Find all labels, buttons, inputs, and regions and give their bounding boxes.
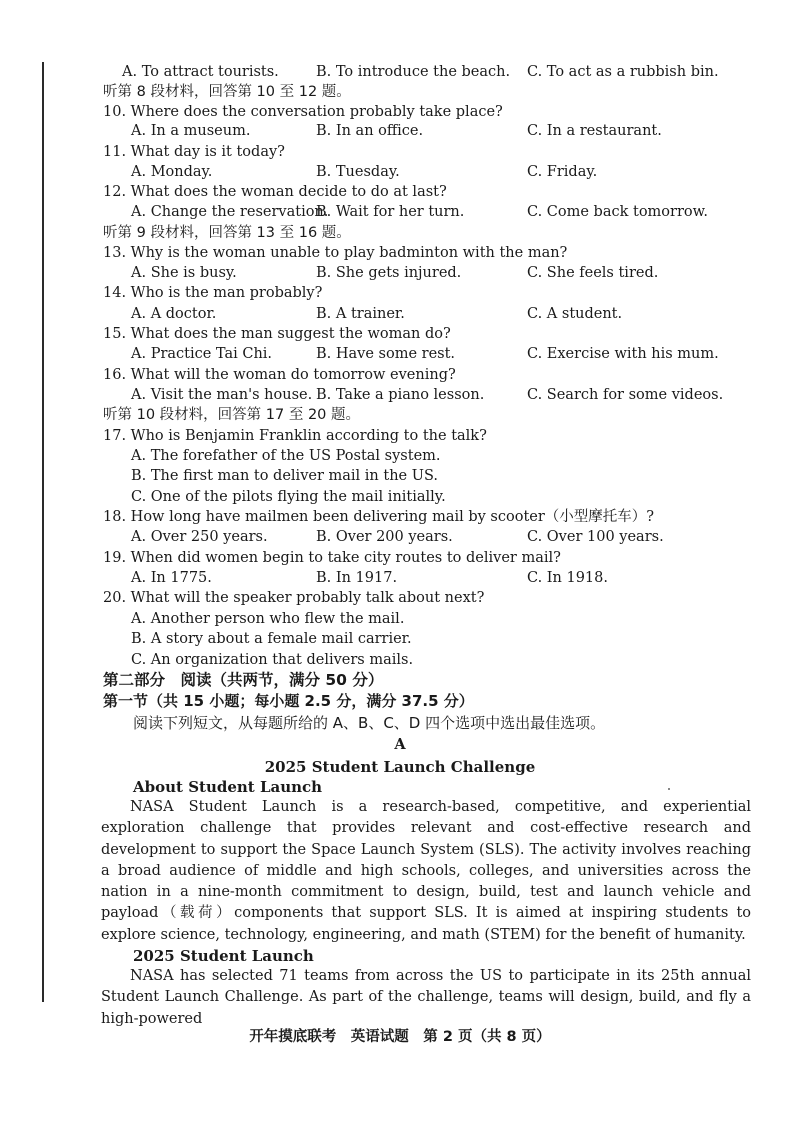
section-8-instruction: 听第 8 段材料，回答第 10 至 12 题。 bbox=[103, 84, 351, 100]
q19-stem: 19. When did women begin to take city routes to deliver mail? bbox=[103, 550, 561, 566]
q12-option-b: B. Wait for her turn. bbox=[316, 204, 465, 220]
q18-stem: 18. How long have mailmen been delivering mail by scooter（小型摩托车）? bbox=[103, 509, 655, 525]
q10-stem: 10. Where does the conversation probably take place? bbox=[103, 104, 503, 120]
q12-stem: 12. What does the woman decide to do at last? bbox=[103, 184, 447, 200]
q13-option-b: B. She gets injured. bbox=[316, 265, 462, 281]
q16-option-a: A. Visit the man's house. bbox=[131, 387, 313, 403]
q16-option-b: B. Take a piano lesson. bbox=[316, 387, 485, 403]
q14-option-a: A. A doctor. bbox=[131, 306, 217, 322]
q9-option-c: C. To act as a rubbish bin. bbox=[527, 64, 719, 80]
section-9-instruction: 听第 9 段材料，回答第 13 至 16 题。 bbox=[103, 225, 351, 241]
passage-title: 2025 Student Launch Challenge bbox=[264, 758, 536, 776]
q12-option-c: C. Come back tomorrow. bbox=[527, 204, 708, 220]
q19-option-a: A. In 1775. bbox=[131, 570, 212, 586]
q15-option-c: C. Exercise with his mum. bbox=[527, 346, 719, 362]
q11-stem: 11. What day is it today? bbox=[103, 144, 285, 160]
q9-option-b: B. To introduce the beach. bbox=[316, 64, 511, 80]
section-10-instruction: 听第 10 段材料，回答第 17 至 20 题。 bbox=[103, 407, 361, 423]
q19-option-b: B. In 1917. bbox=[316, 570, 398, 586]
q14-option-b: B. A trainer. bbox=[316, 306, 405, 322]
q11-option-b: B. Tuesday. bbox=[316, 164, 400, 180]
q10-option-a: A. In a museum. bbox=[131, 123, 251, 139]
q11-option-a: A. Monday. bbox=[131, 164, 213, 180]
q17-option-a: A. The forefather of the US Postal system. bbox=[131, 448, 441, 464]
q20-option-c: C. An organization that delivers mails. bbox=[131, 652, 414, 668]
reading-instructions: 阅读下列短文，从每题所给的 A、B、C、D 四个选项中选出最佳选项。 bbox=[133, 714, 606, 732]
q13-option-a: A. She is busy. bbox=[131, 265, 237, 281]
q20-option-b: B. A story about a female mail carrier. bbox=[131, 631, 412, 647]
q11-option-c: C. Friday. bbox=[527, 164, 598, 180]
page-footer: 开年摸底联考 英语试题 第 2 页（共 8 页） bbox=[249, 1029, 551, 1045]
q14-option-c: C. A student. bbox=[527, 306, 623, 322]
q12-option-a: A. Change the reservation. bbox=[131, 204, 329, 220]
passage-paragraph-2: NASA has selected 71 teams from across the US to participate in its 25th annual Student Launch Challenge. As part of the challenge, teams will design, build, and fly a high-powered bbox=[101, 968, 751, 1027]
heading-about-student-launch: About Student Launch bbox=[133, 778, 323, 796]
passage-letter: A bbox=[394, 736, 406, 753]
q19-option-c: C. In 1918. bbox=[527, 570, 608, 586]
q17-option-c: C. One of the pilots flying the mail initially. bbox=[131, 489, 446, 505]
heading-2025-student-launch: 2025 Student Launch bbox=[133, 947, 314, 965]
q18-option-c: C. Over 100 years. bbox=[527, 529, 664, 545]
q16-option-c: C. Search for some videos. bbox=[527, 387, 724, 403]
part-2-title: 第二部分 阅读（共两节，满分 50 分） bbox=[103, 671, 384, 689]
q18-option-a: A. Over 250 years. bbox=[131, 529, 268, 545]
q10-option-c: C. In a restaurant. bbox=[527, 123, 662, 139]
q20-stem: 20. What will the speaker probably talk about next? bbox=[103, 590, 485, 606]
scan-speck bbox=[668, 788, 670, 790]
q15-option-b: B. Have some rest. bbox=[316, 346, 456, 362]
q16-stem: 16. What will the woman do tomorrow evening? bbox=[103, 367, 456, 383]
q17-stem: 17. Who is Benjamin Franklin according to the talk? bbox=[103, 428, 487, 444]
q14-stem: 14. Who is the man probably? bbox=[103, 285, 323, 301]
section-1-title: 第一节（共 15 小题；每小题 2.5 分，满分 37.5 分） bbox=[103, 692, 474, 710]
q15-stem: 15. What does the man suggest the woman do? bbox=[103, 326, 451, 342]
q13-stem: 13. Why is the woman unable to play badminton with the man? bbox=[103, 245, 568, 261]
q9-option-a: A. To attract tourists. bbox=[122, 64, 279, 80]
q20-option-a: A. Another person who flew the mail. bbox=[131, 611, 405, 627]
q18-option-b: B. Over 200 years. bbox=[316, 529, 453, 545]
q13-option-c: C. She feels tired. bbox=[527, 265, 659, 281]
passage-paragraph-1: NASA Student Launch is a research-based, competitive, and experiential exploration challenge that provides relevant and cost-effective research and development to support the Space Launch System (SLS). The activity involves reaching a broad audience of middle and high schools, colleges, and universities across the nation in a nine-month commitment to design, build, test and launch vehicle and payload（载荷）components that support SLS. It is aimed at inspiring students to explore science, technology, engineering, and math (STEM) for the benefit of humanity. bbox=[101, 799, 751, 943]
q17-option-b: B. The first man to deliver mail in the US. bbox=[131, 468, 438, 484]
q10-option-b: B. In an office. bbox=[316, 123, 424, 139]
q15-option-a: A. Practice Tai Chi. bbox=[131, 346, 273, 362]
